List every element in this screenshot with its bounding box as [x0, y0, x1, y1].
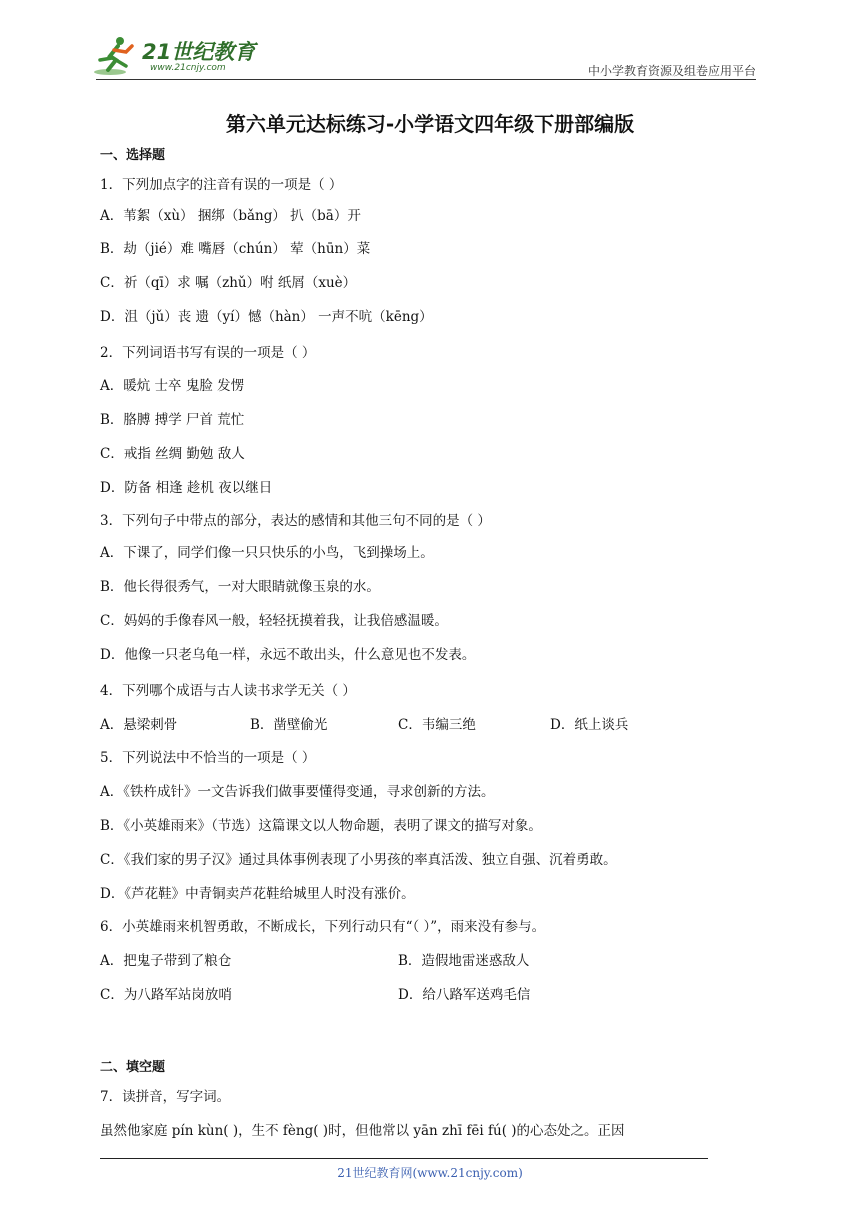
question-1-option-b: B．劫（jié）难 嘴唇（chún） 荤（hūn）菜	[100, 241, 371, 257]
runner-logo-icon	[92, 34, 140, 78]
footer-link[interactable]: 21世纪教育网(www.21cnjy.com)	[337, 1166, 523, 1180]
question-6-option-a: A．把鬼子带到了粮仓	[100, 953, 232, 969]
page-header	[0, 0, 860, 90]
question-3-option-b: B．他长得很秀气，一对大眼睛就像玉泉的水。	[100, 579, 380, 595]
section-heading-choice: 一、选择题	[100, 148, 166, 163]
question-5-option-a: A．《铁杵成针》一文告诉我们做事要懂得变通，寻求创新的方法。	[100, 784, 495, 800]
question-7-text: 虽然他家庭 pín kùn( )，生不 fèng( )时，但他常以 yān zhī fēi fú( )的心态处之。正因	[100, 1123, 625, 1139]
question-1-option-a: A．苇絮（xù） 捆绑（bǎng） 扒（bā）开	[100, 208, 361, 224]
question-3-option-a: A．下课了，同学们像一只只快乐的小鸟，飞到操场上。	[100, 545, 434, 561]
question-4-option-c: C．韦编三绝	[398, 717, 476, 733]
footer-divider	[100, 1158, 708, 1159]
question-6-option-b: B．造假地雷迷惑敌人	[398, 953, 530, 969]
question-5-stem: 5．下列说法中不恰当的一项是（ ）	[100, 750, 316, 766]
question-4-stem: 4．下列哪个成语与古人读书求学无关（ ）	[100, 683, 356, 699]
question-5-option-b: B．《小英雄雨来》（节选）这篇课文以人物命题，表明了课文的描写对象。	[100, 818, 542, 834]
question-2-option-d: D．防备 相逢 趁机 夜以继日	[100, 480, 273, 496]
question-4-option-a: A．悬梁刺骨	[100, 717, 178, 733]
question-3-option-d: D．他像一只老乌龟一样，永远不敢出头，什么意见也不发表。	[100, 647, 476, 663]
question-2-stem: 2．下列词语书写有误的一项是（ ）	[100, 345, 316, 361]
question-1-stem: 1．下列加点字的注音有误的一项是（ ）	[100, 177, 343, 193]
question-3-stem: 3．下列句子中带点的部分，表达的感情和其他三句不同的是（ ）	[100, 513, 491, 529]
question-4-option-d: D．纸上谈兵	[550, 717, 629, 733]
question-2-option-a: A．暖炕 士卒 鬼脸 发愣	[100, 378, 245, 394]
logo-title: 21世纪教育	[142, 40, 256, 64]
question-1-option-c: C．祈（qī）求 嘱（zhǔ）咐 纸屑（xuè）	[100, 275, 357, 291]
header-divider	[96, 79, 756, 80]
page-title: 第六单元达标练习-小学语文四年级下册部编版	[225, 112, 635, 136]
question-2-option-b: B．胳膊 搏学 尸首 荒忙	[100, 412, 245, 428]
section-heading-fill: 二、填空题	[100, 1060, 166, 1075]
question-4-option-b: B．凿壁偷光	[250, 717, 328, 733]
logo-url: www.21cnjy.com	[150, 63, 226, 73]
question-1-option-d: D．沮（jǔ）丧 遗（yí）憾（hàn） 一声不吭（kēng）	[100, 309, 433, 325]
question-6-option-d: D．给八路军送鸡毛信	[398, 987, 531, 1003]
question-6-option-c: C．为八路军站岗放哨	[100, 987, 232, 1003]
question-6-stem: 6．小英雄雨来机智勇敢，不断成长，下列行动只有“（ ）”，雨来没有参与。	[100, 919, 546, 935]
question-3-option-c: C．妈妈的手像春风一般，轻轻抚摸着我，让我倍感温暖。	[100, 613, 448, 629]
question-2-option-c: C．戒指 丝绸 勤勉 敌人	[100, 446, 245, 462]
logo	[92, 34, 262, 78]
platform-label: 中小学教育资源及组卷应用平台	[587, 64, 756, 78]
question-7-stem: 7．读拼音，写字词。	[100, 1089, 231, 1105]
question-5-option-d: D．《芦花鞋》中青铜卖芦花鞋给城里人时没有涨价。	[100, 886, 415, 902]
question-5-option-c: C．《我们家的男子汉》通过具体事例表现了小男孩的率真活泼、独立自强、沉着勇敢。	[100, 852, 617, 868]
